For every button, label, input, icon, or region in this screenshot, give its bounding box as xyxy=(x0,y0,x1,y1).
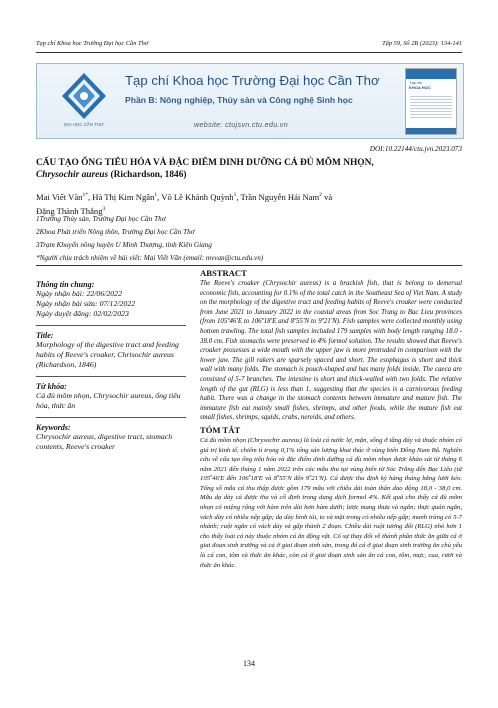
running-head-journal: Tạp chí Khoa học Trường Đại học Cần Thơ xyxy=(36,40,149,47)
abstract-heading: ABSTRACT xyxy=(200,268,247,278)
vietnamese-keywords: Cá đù mõm nhọn, Chrysochir aureus, ống tiêu hóa, thức ăn xyxy=(36,391,181,410)
article-title-authority: (Richardson, 1846) xyxy=(108,170,187,180)
affiliation-2: 2Khoa Phát triển Nông thôn, Trường Đại học Cần Thơ xyxy=(36,228,195,236)
keywords-heading: Keywords: xyxy=(36,423,71,432)
english-title-heading: Title: xyxy=(36,331,54,340)
header-rule xyxy=(36,52,462,53)
english-title: Morphology of the digestive tract and feeding habits of Reeve's croaker, Chrisochir aureus (Richardson, 1846) xyxy=(36,340,179,369)
date-revised: Ngày nhận bài sửa: 07/12/2022 xyxy=(36,299,136,308)
tomtat-heading: TÓM TẮT xyxy=(200,424,241,435)
page-number: 134 xyxy=(243,659,255,668)
abstract-column xyxy=(200,268,462,570)
affiliation-1: 1Trường Thủy sản, Trường Đại học Cần Thơ xyxy=(36,215,166,223)
vietnamese-keywords-heading: Từ khóa: xyxy=(36,382,67,391)
article-title-main: CẤU TẠO ỐNG TIÊU HÓA VÀ ĐẶC ĐIỂM DINH DƯỠNG CÁ ĐỦ MÕM NHỌN, xyxy=(36,158,374,168)
banner-subtitle: Phần B: Nông nghiệp, Thủy sản và Công nghệ Sinh học xyxy=(125,95,353,105)
running-head xyxy=(36,40,462,47)
date-accepted: Ngày duyệt đăng: 02/02/2023 xyxy=(36,309,129,318)
journal-cover-thumbnail xyxy=(405,68,457,135)
section-rule xyxy=(36,265,462,266)
keywords: Chrysochir aureus, digestive tract, stomach contents, Reeve's croaker xyxy=(36,432,173,451)
article-info-column xyxy=(36,268,186,452)
article-title-species: Chrysochir aureus xyxy=(36,170,109,180)
university-logo xyxy=(59,71,109,127)
running-head-volume: Tập 59, Số 2B (2023): 134-141 xyxy=(382,40,462,47)
cover-text: Tạp chí KHOA HỌC xyxy=(409,80,431,90)
tomtat-text: Cá đù mõm nhọn (Chrysochir aureus) là loài cá nước lợ, mặn, sống ở tầng đáy và thuộc nhóm có giá trị kinh tế, chiếm tỉ trọng 0,1% tổng sản lượng khai thác ở vùng biển Đông Nam Bộ. Nghiên cứu về cấu tạo ống tiêu hóa và đặc điểm dinh dưỡng cá đù mõm nhọn được khảo sát từ tháng 6 năm 2021 đến tháng 1 năm 2022 trên các mẫu thu tại vùng biển từ Sóc Trăng đến Bạc Liêu (từ 105º46'E đến 106º18'E và 8º55'N đến 9º21'N). Cá được thu định kỳ hàng tháng bằng lưới kéo. Tổng số mẫu cá thu thập được gồm 179 mẫu với chiều dài toàn thân dao động 18,0 - 38,0 cm. Mẫu dạ dày cá được thu và cố định trong dung dịch formol 4%. Kết quả cho thấy cá đù mõm nhọn có miệng rộng với hàm trên dài hơn hàm dưới; lược mang thưa và ngắn; thực quản ngắn, vách dày có nhiều nếp gấp; dạ dày hình túi, to và mặt trong có nhiều nếp gấp; manh tràng có 5-7 nhánh; ruột ngắn có vách dày và gấp thành 2 đoạn. Chiều dài ruột tương đối (RLG) nhỏ hơn 1 cho thấy loài cá này thuộc nhóm cá ăn động vật. Có sự thay đổi về thành phần thức ăn giữa cá ở giai đoạn sinh trưởng và cá ở giai đoạn sinh sản, trong đó cá ở giai đoạn sinh trưởng ăn chủ yếu là cá con, tôm và thức ăn khác, còn cá ở giai đoạn sinh sản ăn cá con, tôm, mực, cua, rươi và thức ăn khác. xyxy=(200,436,462,569)
info-divider xyxy=(36,325,186,326)
affiliation-3: 3Trạm Khuyến nông huyện U Minh Thượng, tỉnh Kiên Giang xyxy=(36,241,212,249)
doi: DOI:10.22144/ctu.jvn.2023.073 xyxy=(369,145,462,153)
svg-text:ĐẠI HỌC CẦN THƠ: ĐẠI HỌC CẦN THƠ xyxy=(64,122,104,127)
date-received: Ngày nhận bài: 22/06/2022 xyxy=(36,289,122,298)
author-list: Mai Viết Văn$^{1*}$, Hà Thị Kim Ngân$^1$, Võ Lê Khánh Quỳnh$^1$, Trần Nguyễn Hải Nam$^2$ và Đặng Thành Thắng$^3$ xyxy=(36,191,333,217)
info-divider xyxy=(36,376,186,377)
article-title xyxy=(36,157,456,181)
corresponding-author: *Người chịu trách nhiệm về bài viết: Mai Viết Văn (email: mvvan@ctu.edu.vn) xyxy=(36,254,264,262)
banner-website: website: ctujsvn.ctu.edu.vn xyxy=(194,120,288,129)
info-heading: Thông tin chung: xyxy=(36,280,95,289)
banner-title: Tạp chí Khoa học Trường Đại học Cần Thơ xyxy=(125,73,380,88)
abstract-text: The Reeve's croaker (Chrysochir aureus) is a brackish fish, that is belong to demersal economic fish, accounting for 0.1% of the total catch in the Southeast Sea of Viet Nam. A study on the morphology of the digestive tract and feeding habits of Reeve's croaker were conducted from June 2021 to January 2022 in the coastal areas from Soc Trang to Bac Lieu provinces (from 105º46'E to 106º18'E and 8º55'N to 9º21'N). Fish samples were collected monthly using bottom trawling. The total fish samples included 179 samples with body length ranging 18.0 - 38.0 cm. Fish stomachs were preserved in 4% formol solution. The results showed that Reeve's croaker possesses a wide mouth with the upper jaw is more protruded in comparison with the lower jaw. The gill rakers are sparsely spaced and short. The esophagus is short and thick wall with many folds. The stomach is pouch-shaped and has many folds inside. The caeca are consisted of 5-7 branches. The intestine is short and thick-walled with two folds. The relative length of the gut (RLG) is less than 1, suggesting that the species is a carnivorous feeding habit. There was a change in the stomach contents between immature and mature fish. The immature fish eat mainly small fishes, shrimps, and other foods, while the mature fish eat small fishes, shrimps, squids, crabs, nereids, and others. xyxy=(200,280,462,422)
journal-banner xyxy=(36,63,464,139)
info-divider xyxy=(36,417,186,418)
